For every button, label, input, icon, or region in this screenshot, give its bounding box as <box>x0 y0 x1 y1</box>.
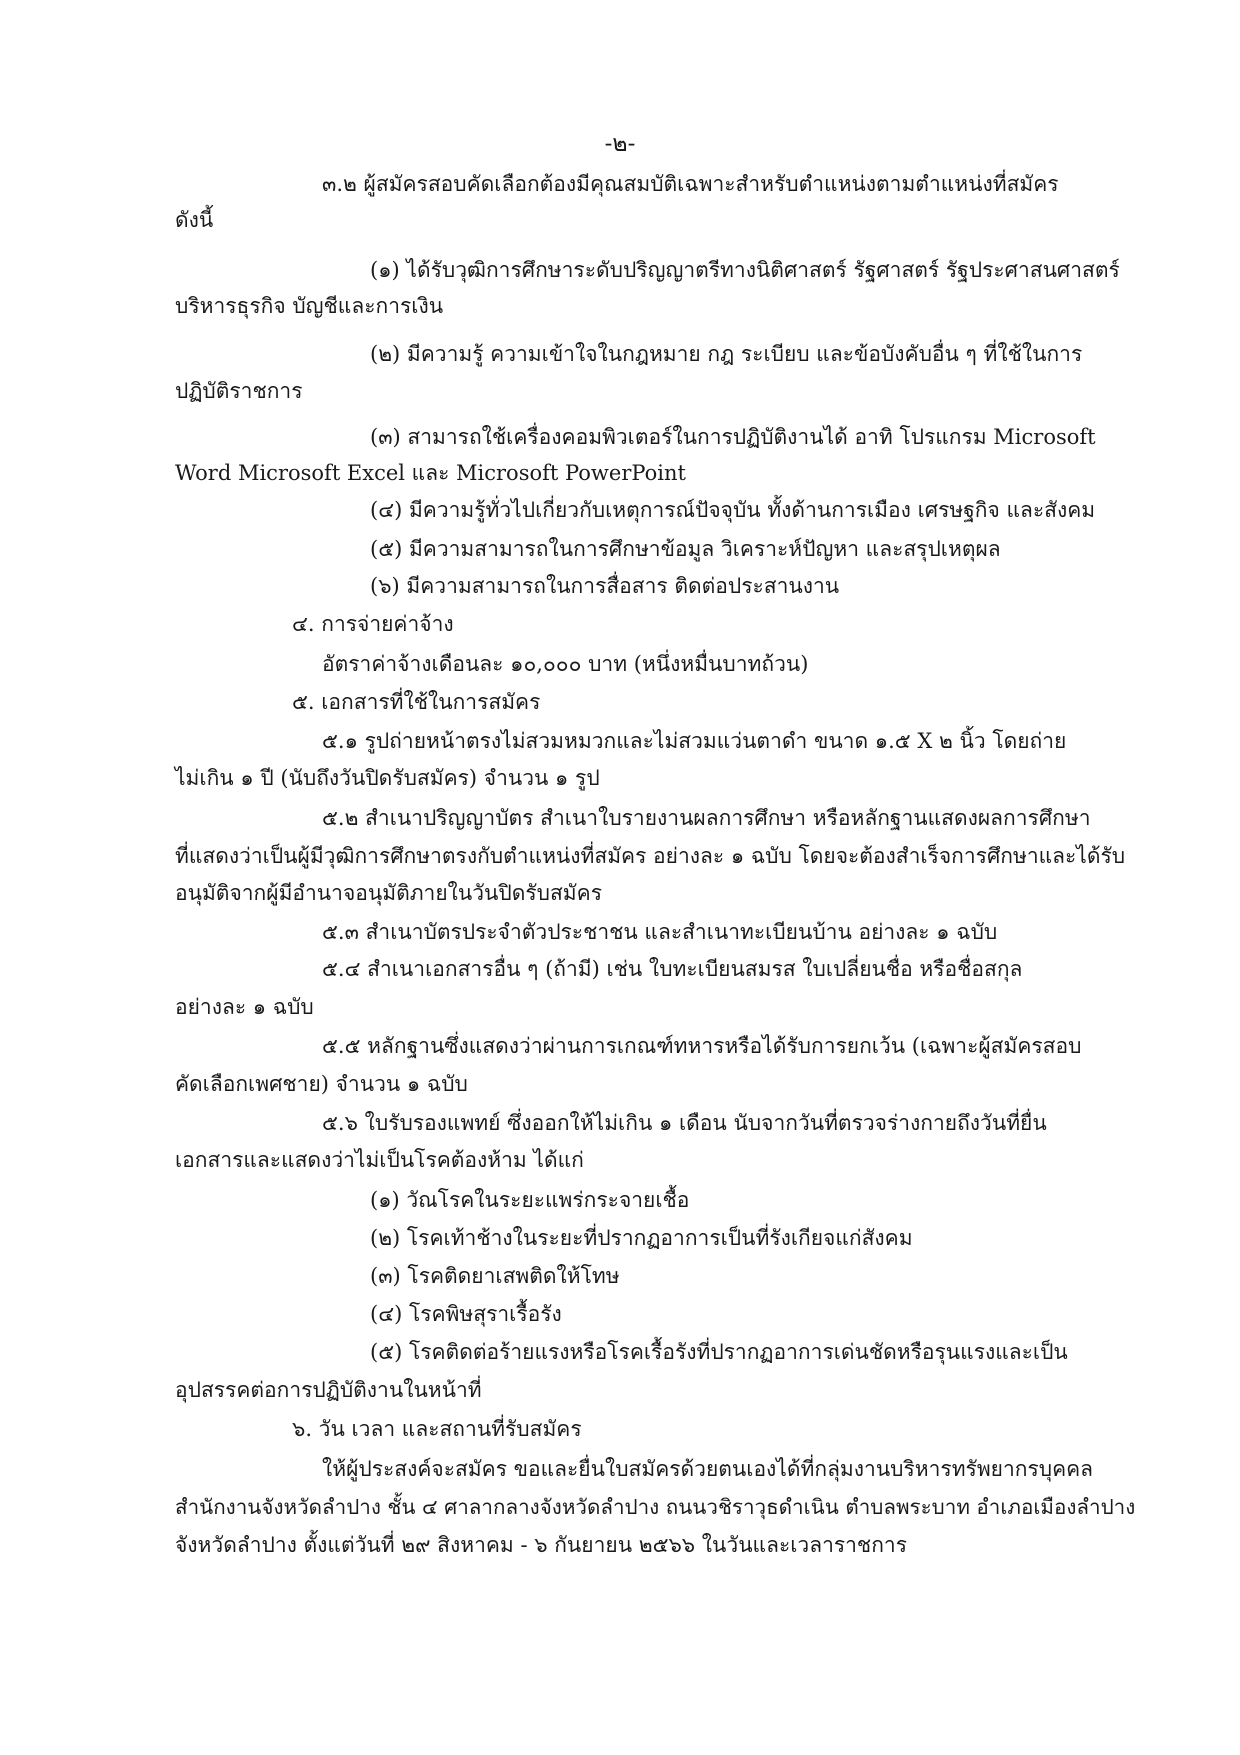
section-6-body-cont: สำนักงานจังหวัดลำปาง ชั้น ๔ ศาลากลางจังหวัดลำปาง ถนนวชิราวุธดำเนิน ตำบลพระบาท อำเภอเมืองลำปาง <box>175 1495 1136 1519</box>
section-4-wage: อัตราค่าจ้างเดือนละ ๑๐,๐๐๐ บาท (หนึ่งหมื่นบาทถ้วน) <box>322 652 809 676</box>
qualification-2-cont: ปฏิบัติราชการ <box>175 379 303 403</box>
doc-5-4-cont: อย่างละ ๑ ฉบับ <box>175 995 314 1019</box>
section-6-heading: ๖. วัน เวลา และสถานที่รับสมัคร <box>292 1417 582 1441</box>
qualification-3-cont: Word Microsoft Excel และ Microsoft PowerPoint <box>175 461 686 485</box>
disease-2: (๒) โรคเท้าช้างในระยะที่ปรากฏอาการเป็นที่รังเกียจแก่สังคม <box>370 1226 913 1250</box>
qualification-1: (๑) ได้รับวุฒิการศึกษาระดับปริญญาตรีทางนิติศาสตร์ รัฐศาสตร์ รัฐประศาสนศาสตร์ <box>370 258 1120 282</box>
disease-1: (๑) วัณโรคในระยะแพร่กระจายเชื้อ <box>370 1188 690 1212</box>
doc-5-6-cont: เอกสารและแสดงว่าไม่เป็นโรคต้องห้าม ได้แก่ <box>175 1148 584 1172</box>
section-4-heading: ๔. การจ่ายค่าจ้าง <box>292 612 454 636</box>
doc-5-3: ๕.๓ สำเนาบัตรประจำตัวประชาชน และสำเนาทะเบียนบ้าน อย่างละ ๑ ฉบับ <box>322 920 998 944</box>
qualification-5: (๕) มีความสามารถในการศึกษาข้อมูล วิเคราะห์ปัญหา และสรุปเหตุผล <box>370 537 1001 561</box>
doc-5-2-cont: ที่แสดงว่าเป็นผู้มีวุฒิการศึกษาตรงกับตำแหน่งที่สมัคร อย่างละ ๑ ฉบับ โดยจะต้องสำเร็จการศึกษาและได้รับ <box>175 844 1126 868</box>
doc-5-4: ๕.๔ สำเนาเอกสารอื่น ๆ (ถ้ามี) เช่น ใบทะเบียนสมรส ใบเปลี่ยนชื่อ หรือชื่อสกุล <box>322 957 1023 981</box>
qualification-3: (๓) สามารถใช้เครื่องคอมพิวเตอร์ในการปฏิบัติงานได้ อาทิ โปรแกรม Microsoft <box>370 425 1096 449</box>
section-3-2-heading-cont: ดังนี้ <box>175 208 214 232</box>
qualification-2: (๒) มีความรู้ ความเข้าใจในกฎหมาย กฎ ระเบียบ และข้อบังคับอื่น ๆ ที่ใช้ในการ <box>370 342 1083 366</box>
page-number: -๒- <box>604 131 636 157</box>
qualification-4: (๔) มีความรู้ทั่วไปเกี่ยวกับเหตุการณ์ปัจจุบัน ทั้งด้านการเมือง เศรษฐกิจ และสังคม <box>370 498 1096 522</box>
disease-5-cont: อุปสรรคต่อการปฏิบัติงานในหน้าที่ <box>175 1378 482 1402</box>
doc-5-2-cont-2: อนุมัติจากผู้มีอำนาจอนุมัติภายในวันปิดรับสมัคร <box>175 881 602 905</box>
doc-5-6: ๕.๖ ใบรับรองแพทย์ ซึ่งออกให้ไม่เกิน ๑ เดือน นับจากวันที่ตรวจร่างกายถึงวันที่ยื่น <box>322 1111 1047 1135</box>
section-6-body: ให้ผู้ประสงค์จะสมัคร ขอและยื่นใบสมัครด้วยตนเองได้ที่กลุ่มงานบริหารทรัพยากรบุคคล <box>322 1457 1094 1481</box>
section-3-2-heading: ๓.๒ ผู้สมัครสอบคัดเลือกต้องมีคุณสมบัติเฉพาะสำหรับตำแหน่งตามตำแหน่งที่สมัคร <box>322 172 1059 196</box>
qualification-6: (๖) มีความสามารถในการสื่อสาร ติดต่อประสานงาน <box>370 574 840 598</box>
doc-5-1: ๕.๑ รูปถ่ายหน้าตรงไม่สวมหมวกและไม่สวมแว่นตาดำ ขนาด ๑.๕ X ๒ นิ้ว โดยถ่าย <box>322 729 1067 753</box>
disease-4: (๔) โรคพิษสุราเรื้อรัง <box>370 1302 562 1326</box>
section-6-body-cont-2: จังหวัดลำปาง ตั้งแต่วันที่ ๒๙ สิงหาคม - ๖ กันยายน ๒๕๖๖ ในวันและเวลาราชการ <box>175 1533 907 1557</box>
disease-3: (๓) โรคติดยาเสพติดให้โทษ <box>370 1264 620 1288</box>
qualification-1-cont: บริหารธุรกิจ บัญชีและการเงิน <box>175 294 444 318</box>
disease-5: (๕) โรคติดต่อร้ายแรงหรือโรคเรื้อรังที่ปรากฏอาการเด่นชัดหรือรุนแรงและเป็น <box>370 1340 1068 1364</box>
doc-5-5: ๕.๕ หลักฐานซึ่งแสดงว่าผ่านการเกณฑ์ทหารหรือได้รับการยกเว้น (เฉพาะผู้สมัครสอบ <box>322 1034 1082 1058</box>
doc-5-2: ๕.๒ สำเนาปริญญาบัตร สำเนาใบรายงานผลการศึกษา หรือหลักฐานแสดงผลการศึกษา <box>322 806 1091 830</box>
doc-5-5-cont: คัดเลือกเพศชาย) จำนวน ๑ ฉบับ <box>175 1072 468 1096</box>
doc-5-1-cont: ไม่เกิน ๑ ปี (นับถึงวันปิดรับสมัคร) จำนวน ๑ รูป <box>175 766 600 790</box>
section-5-heading: ๕. เอกสารที่ใช้ในการสมัคร <box>292 690 541 714</box>
